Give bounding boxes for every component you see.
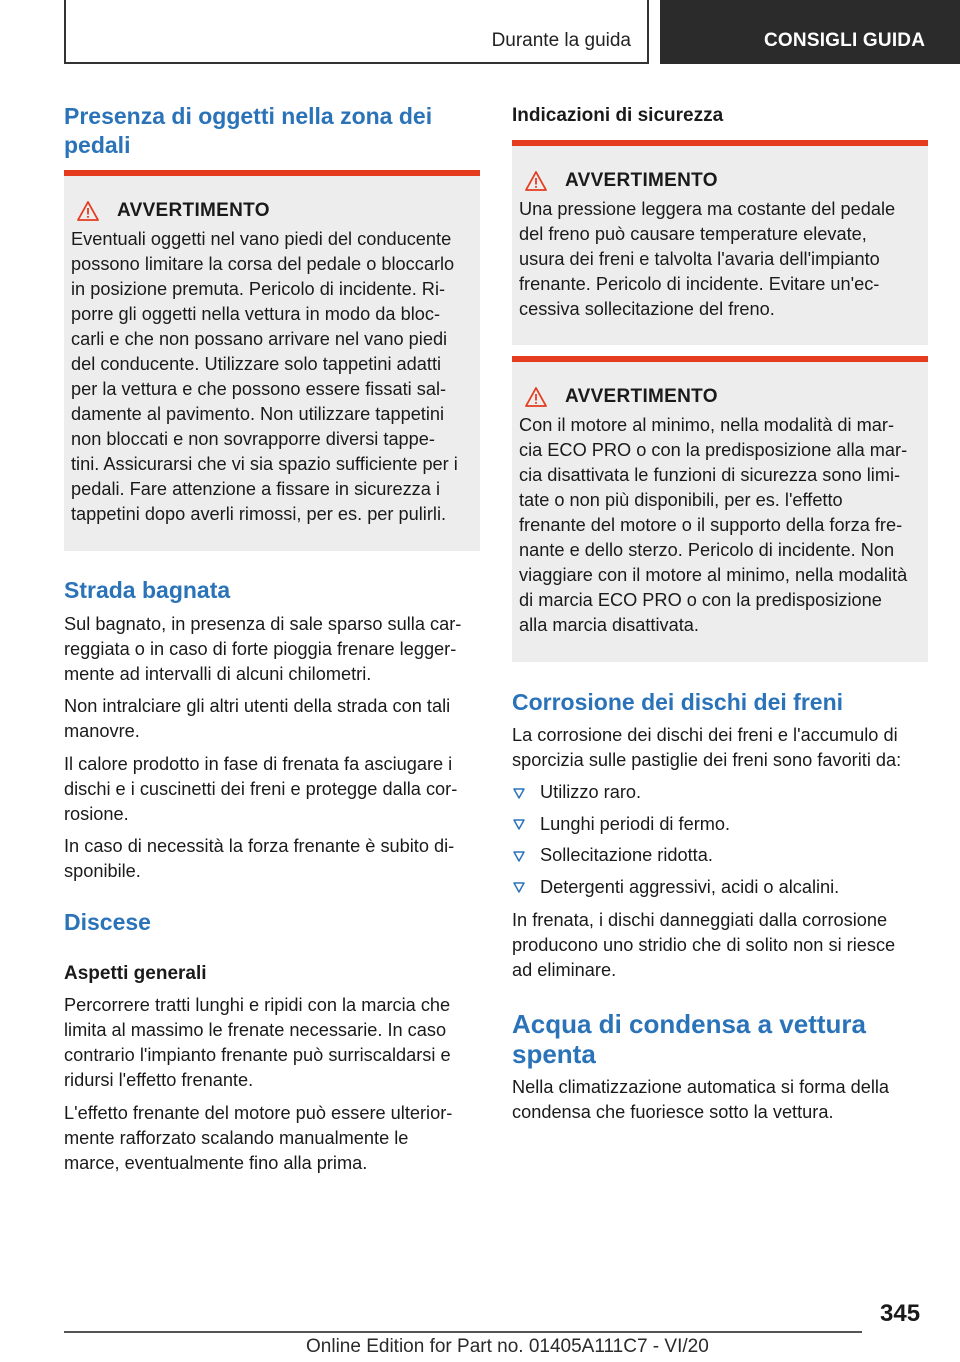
header-section-title: Durante la guida	[491, 30, 631, 51]
warning-title: AVVERTIMENTO	[117, 200, 270, 221]
heading-pedals-line1: Presenza di oggetti nella zona dei	[64, 103, 433, 129]
heading-pedals	[64, 102, 432, 160]
heading-safety: Indicazioni di sicurezza	[512, 105, 724, 126]
triangle-bullet-icon	[512, 817, 526, 831]
heading-pedals-line2: pedali	[64, 132, 131, 158]
footer-divider	[64, 1331, 862, 1333]
warning-title: AVVERTIMENTO	[565, 170, 718, 191]
triangle-bullet-icon	[512, 849, 526, 863]
warning-box-pedals	[64, 170, 480, 551]
warning-header	[519, 168, 920, 194]
heading-condensation-line2: spenta	[512, 1039, 596, 1069]
list-item: Detergenti aggressivi, acidi o alcalini.	[512, 872, 928, 904]
heading-brake-corrosion: Corrosione dei dischi dei freni	[512, 689, 844, 715]
header-chapter-box	[660, 0, 960, 64]
list-item: Lunghi periodi di fermo.	[512, 809, 928, 841]
paragraph-corrosion-intro: La corrosione dei dischi dei freni e l'accumulo di sporcizia sulle pastiglie dei freni sono favoriti da:	[512, 725, 902, 770]
paragraph-condensation: Nella climatizzazione automatica si forma della condensa che fuoriesce sotto la vettura.	[512, 1077, 890, 1122]
header-chapter-title: CONSIGLI GUIDA	[764, 30, 926, 51]
paragraph-wet-3: Il calore prodotto in fase di frenata fa asciugare i dischi e i cuscinetti dei freni e protegge dalla cor- rosione.	[64, 754, 458, 824]
subheading-general: Aspetti generali	[64, 963, 207, 984]
page-number: 345	[880, 1300, 921, 1327]
heading-descents: Discese	[64, 909, 151, 935]
warning-box-brake-pressure	[512, 140, 928, 345]
heading-wet-road: Strada bagnata	[64, 577, 231, 603]
paragraph-wet-4: In caso di necessità la forza frenante è subito di- sponibile.	[64, 836, 455, 881]
warning-triangle-icon	[77, 200, 99, 222]
paragraph-corrosion-outro: In frenata, i dischi danneggiati dalla corrosione producono uno stridio che di solito non si riesce ad eliminare.	[512, 910, 896, 980]
paragraph-wet-2: Non intralciare gli altri utenti della strada con tali manovre.	[64, 696, 451, 741]
triangle-bullet-icon	[512, 786, 526, 800]
warning-text-engine-idle: Con il motore al minimo, nella modalità di mar- cia ECO PRO o con la predisposizione alla mar- cia disattivata le funzioni di sicurezza sono limi- tate o non più disponibili, per es. l'effetto frenante del motore o il supporto della forza fre- nante e dello sterzo. Pericolo di incidente. Non viaggiare con il motore al minimo, nella modalità di marcia ECO PRO o con la predisposizione alla marcia disattivata.	[519, 415, 908, 635]
list-item: Sollecitazione ridotta.	[512, 840, 928, 872]
header-section-box	[64, 0, 649, 64]
heading-condensation	[512, 1009, 866, 1069]
list-item: Utilizzo raro.	[512, 777, 928, 809]
warning-box-engine-idle	[512, 356, 928, 662]
footer-edition: Online Edition for Part no. 01405A111C7 - VI/20	[306, 1336, 709, 1357]
corrosion-cause-list	[512, 777, 928, 903]
warning-text-brake-pressure: Una pressione leggera ma costante del pedale del freno può causare temperature elevate, usura dei freni e talvolta l'avaria dell'impianto frenante. Pericolo di incidente. Evitare un'ec- cessiva sollecitazione del freno.	[519, 199, 896, 319]
triangle-bullet-icon	[512, 880, 526, 894]
paragraph-descents-1: Percorrere tratti lunghi e ripidi con la marcia che limita al massimo le frenate necessarie. In caso contrario l'impianto frenante può surriscaldarsi e ridursi l'effetto frenante.	[64, 995, 451, 1090]
warning-header	[519, 384, 920, 410]
warning-triangle-icon	[525, 386, 547, 408]
paragraph-descents-2: L'effetto frenante del motore può essere ulterior- mente rafforzato scalando manualmente le marce, eventualmente fino alla prima.	[64, 1103, 453, 1173]
warning-header	[71, 198, 472, 224]
warning-title: AVVERTIMENTO	[565, 386, 718, 407]
heading-condensation-line1: Acqua di condensa a vettura	[512, 1009, 866, 1039]
warning-text-pedals: Eventuali oggetti nel vano piedi del conducente possono limitare la corsa del pedale o bloccarlo in posizione premuta. Pericolo di incidente. Ri- porre gli oggetti nella vettura in modo da bloc- carli e che non possano arrivare nel vano piedi del conducente. Utilizzare solo tappetini adatti per la vettura e che possono essere fissati sal- damente al pavimento. Non utilizzare tappetini non bloccati e non sovrapporre diversi tappe- tini. Assicurarsi che vi sia spazio sufficiente per i pedali. Fare attenzione a fissare in sicurezza i tappetini dopo averli rimossi, per es. per pulirli.	[71, 229, 458, 524]
paragraph-wet-1: Sul bagnato, in presenza di sale sparso sulla car- reggiata o in caso di forte pioggia frenare legger- mente ad intervalli di alcuni chilometri.	[64, 614, 462, 684]
warning-triangle-icon	[525, 170, 547, 192]
